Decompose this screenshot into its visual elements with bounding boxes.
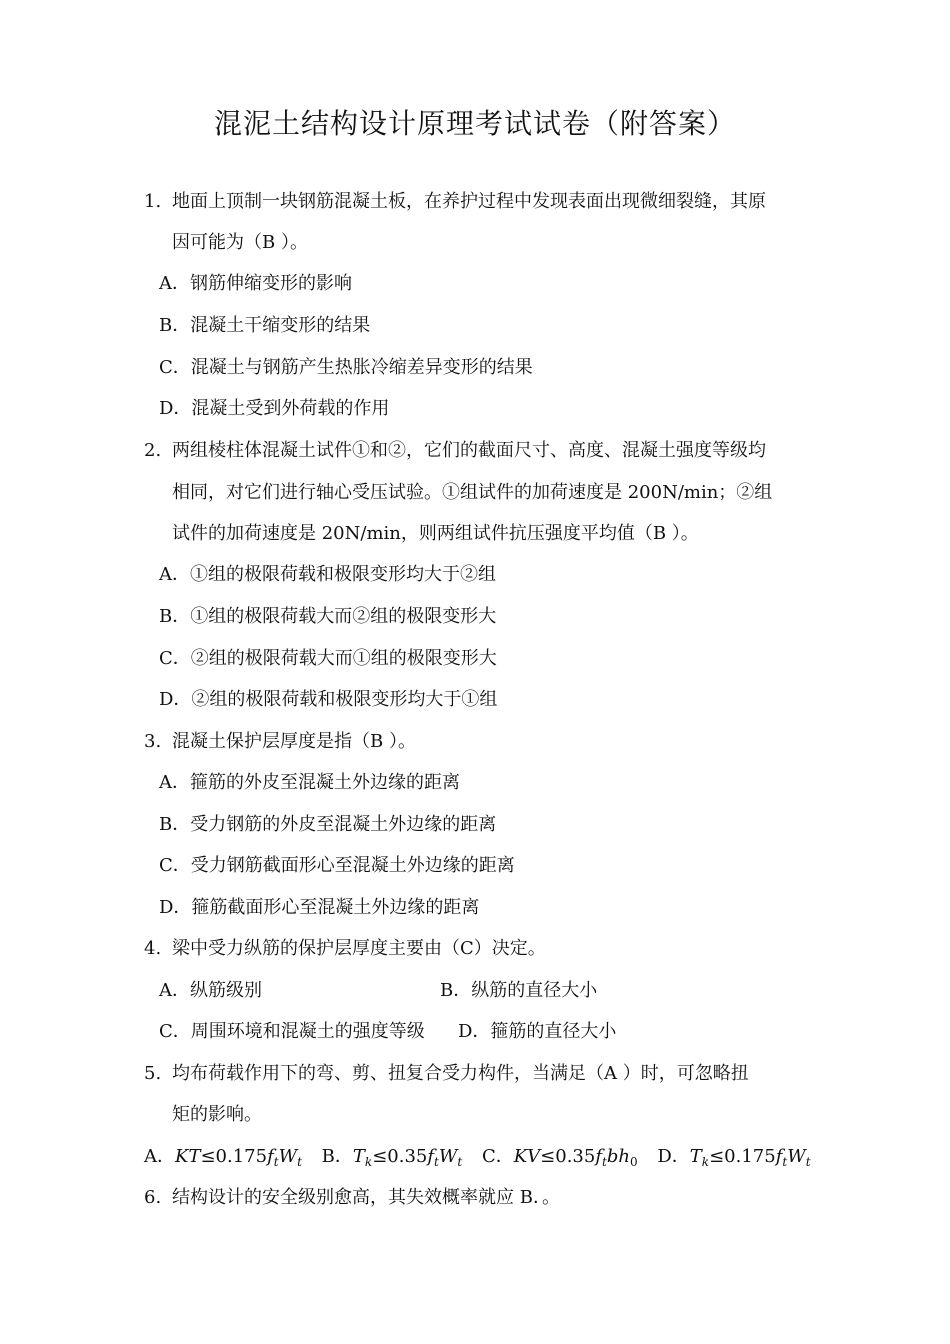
option-d: D．②组的极限荷载和极限变形均大于①组 bbox=[159, 689, 498, 710]
question-number: 6. bbox=[144, 1187, 162, 1208]
option-a: A．纵筋级别 bbox=[159, 980, 262, 1001]
question-text: 结构设计的安全级别愈高，其失效概率就应 B．。 bbox=[172, 1187, 560, 1208]
formula-option-d: D．$T_k\le 0.175f_tW_t$ bbox=[657, 1146, 811, 1169]
option-a: A．①组的极限荷载和极限变形均大于②组 bbox=[159, 564, 496, 585]
question-number: 1. bbox=[144, 191, 162, 212]
question-text-continued: 矩的影响。 bbox=[172, 1104, 262, 1125]
option-c: C．混凝土与钢筋产生热胀冷缩差异变形的结果 bbox=[159, 357, 533, 378]
option-b: B．混凝土干缩变形的结果 bbox=[159, 315, 371, 336]
option-b: B．受力钢筋的外皮至混凝土外边缘的距离 bbox=[159, 814, 497, 835]
question-number: 4. bbox=[144, 938, 162, 959]
question-text: 地面上顶制一块钢筋混凝土板，在养护过程中发现表面出现微细裂缝，其原 bbox=[172, 191, 766, 212]
option-c: C．受力钢筋截面形心至混凝土外边缘的距离 bbox=[159, 855, 515, 876]
option-a: A．钢筋伸缩变形的影响 bbox=[159, 273, 352, 294]
question-text: 混凝土保护层厚度是指（B ）。 bbox=[172, 731, 416, 752]
question-number: 2. bbox=[144, 440, 162, 461]
question-text-continued: 相同，对它们进行轴心受压试验。①组试件的加荷速度是 200N/min；②组 bbox=[172, 482, 773, 503]
question-text: 梁中受力纵筋的保护层厚度主要由（C）决定。 bbox=[172, 938, 546, 959]
question-number: 5. bbox=[144, 1063, 162, 1084]
question-number: 3. bbox=[144, 731, 162, 752]
formula-option-a: A．$KT\le 0.175f_tW_t$ bbox=[144, 1146, 302, 1169]
option-d: D．箍筋截面形心至混凝土外边缘的距离 bbox=[159, 897, 480, 918]
option-c: C．周围环境和混凝土的强度等级 bbox=[159, 1021, 425, 1042]
option-c: C．②组的极限荷载大而①组的极限变形大 bbox=[159, 648, 497, 669]
question-text-continued: 试件的加荷速度是 20N/min，则两组试件抗压强度平均值（B ）。 bbox=[172, 523, 699, 544]
formula-options-row bbox=[144, 1145, 811, 1169]
option-d: D．混凝土受到外荷载的作用 bbox=[159, 398, 390, 419]
option-a: A．箍筋的外皮至混凝土外边缘的距离 bbox=[159, 772, 460, 793]
question-text-continued: 因可能为（B ）。 bbox=[172, 232, 308, 253]
page-title: 混泥土结构设计原理考试试卷（附答案） bbox=[213, 107, 736, 140]
question-text: 两组棱柱体混凝土试件①和②，它们的截面尺寸、高度、混凝土强度等级均 bbox=[172, 440, 766, 461]
question-text: 均布荷载作用下的弯、剪、扭复合受力构件，当满足（A ）时，可忽略扭 bbox=[172, 1063, 749, 1084]
formula-option-b: B．$T_k\le 0.35f_tW_t$ bbox=[321, 1146, 463, 1169]
option-b: B．纵筋的直径大小 bbox=[440, 980, 598, 1001]
option-b: B．①组的极限荷载大而②组的极限变形大 bbox=[159, 606, 497, 627]
formula-option-c: C．$KV\le 0.35f_tbh_0$ bbox=[481, 1146, 638, 1169]
option-d: D．箍筋的直径大小 bbox=[458, 1021, 617, 1042]
